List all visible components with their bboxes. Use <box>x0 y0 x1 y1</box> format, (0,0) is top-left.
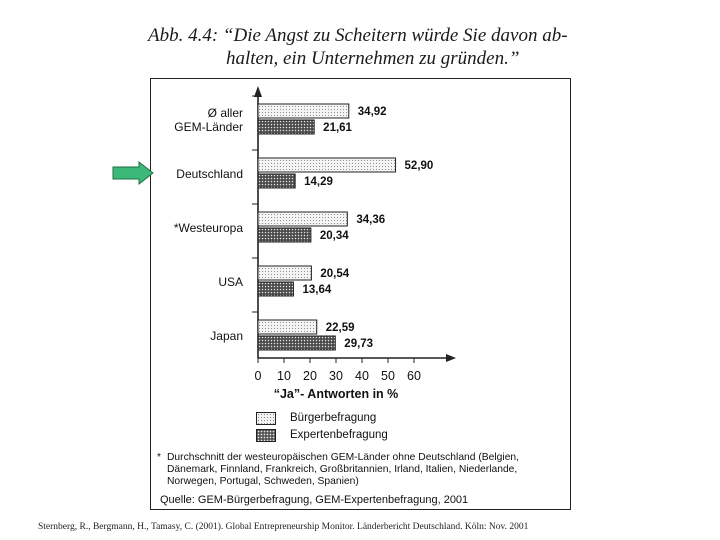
bar-buerger <box>258 320 317 334</box>
bar-buerger <box>258 212 347 226</box>
data-label-experten: 21,61 <box>323 122 352 134</box>
figure-title-line2: halten, ein Unternehmen zu gründen.” <box>226 48 520 69</box>
footnote-marker: * <box>157 452 162 463</box>
bar-experten <box>258 282 293 296</box>
x-tick-label: 10 <box>277 369 291 383</box>
x-axis-title: “Ja”- Antworten in % <box>273 387 399 401</box>
source-line: Quelle: GEM-Bürgerbefragung, GEM-Expertenbefragung, 2001 <box>160 494 469 506</box>
legend-label-experten: Expertenbefragung <box>290 429 388 441</box>
category-label: Japan <box>210 329 243 343</box>
x-tick-label: 30 <box>329 369 343 383</box>
data-label-experten: 13,64 <box>302 284 332 296</box>
category-label: Ø aller GEM-Länder <box>174 106 243 134</box>
x-tick-label: 20 <box>303 369 317 383</box>
data-label-experten: 29,73 <box>344 338 374 350</box>
category-label: Deutschland <box>176 167 243 181</box>
figure-title-line1: Abb. 4.4: “Die Angst zu Scheitern würde Sie davon ab- <box>148 25 568 46</box>
x-tick-label: 50 <box>381 369 395 383</box>
bar-experten <box>258 120 314 134</box>
footnote <box>157 452 565 488</box>
citation-line: Sternberg, R., Bergmann, H., Tamasy, C. (2001). Global Entrepreneurship Monitor. Länderbericht Deutschland. Köln: Nov. 2001 <box>38 522 529 532</box>
data-label-experten: 14,29 <box>304 176 333 188</box>
data-label-buerger: 20,54 <box>320 268 350 280</box>
data-label-buerger: 52,90 <box>404 160 434 172</box>
data-label-buerger: 34,92 <box>357 106 387 118</box>
figure-title <box>148 24 578 70</box>
footnote-text: Durchschnitt der westeuropäischen GEM-Länder ohne Deutschland (Belgien, Dänemark, Finnland, Frankreich, Großbritannien, Irland, Italien, Niederlande, Norwegen, Portugal, Schweden, Spanien) <box>167 452 520 487</box>
legend-swatch-buerger <box>256 412 276 425</box>
bar-experten <box>258 228 311 242</box>
data-label-buerger: 34,36 <box>356 214 386 226</box>
data-label-buerger: 22,59 <box>325 322 355 334</box>
bar-experten <box>258 336 335 350</box>
y-axis-arrow <box>254 86 262 97</box>
data-label-experten: 20,34 <box>319 230 349 242</box>
x-axis-arrow <box>446 354 456 362</box>
legend-swatch-experten <box>256 429 276 442</box>
bar-buerger <box>258 266 311 280</box>
highlight-arrow-icon <box>113 162 153 184</box>
bar-chart <box>150 78 571 408</box>
bar-buerger <box>258 104 349 118</box>
category-label: USA <box>218 275 243 289</box>
category-label: *Westeuropa <box>173 221 243 235</box>
bar-buerger <box>258 158 396 172</box>
x-tick-label: 40 <box>355 369 369 383</box>
bar-experten <box>258 174 295 188</box>
legend-label-buerger: Bürgerbefragung <box>290 412 377 424</box>
x-tick-label: 60 <box>407 369 421 383</box>
x-tick-label: 0 <box>254 369 262 383</box>
